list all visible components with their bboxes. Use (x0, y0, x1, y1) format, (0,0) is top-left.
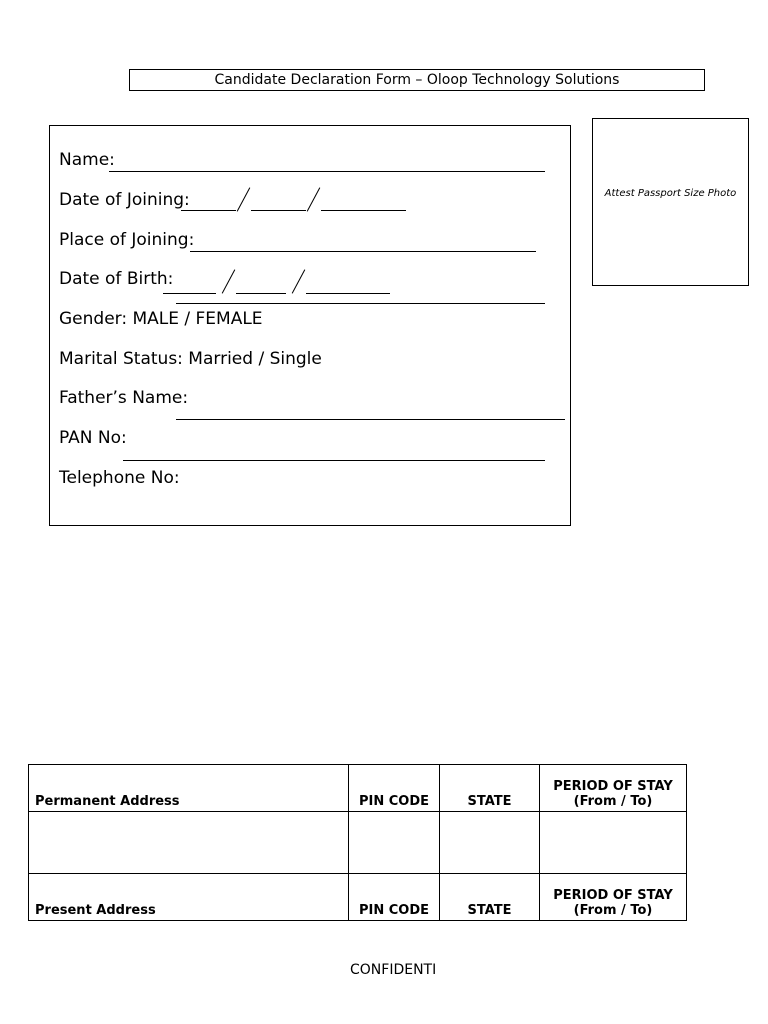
dob-day-line[interactable] (163, 293, 216, 294)
permanent-period-of-stay-header: PERIOD OF STAY (From / To) (540, 765, 687, 812)
address-table (28, 764, 687, 921)
fathers-name-input-line[interactable] (176, 419, 565, 420)
gender-label: Gender: MALE / FEMALE (59, 309, 263, 329)
dob-year-line[interactable] (306, 293, 390, 294)
date-of-joining-label: Date of Joining: (59, 190, 190, 210)
permanent-pin-code-header: PIN CODE (349, 765, 440, 812)
present-address-header: Present Address (29, 874, 349, 921)
permanent-address-header: Permanent Address (29, 765, 349, 812)
extra-underline-line (176, 303, 545, 304)
permanent-address-cell[interactable] (29, 812, 349, 874)
date-of-birth-label: Date of Birth: (59, 269, 174, 289)
pan-no-input-line[interactable] (123, 460, 545, 461)
passport-photo-label: Attest Passport Size Photo (604, 188, 737, 199)
doj-month-line[interactable] (251, 210, 306, 211)
fathers-name-label: Father’s Name: (59, 388, 189, 408)
present-state-header: STATE (440, 874, 540, 921)
present-address-header-row (29, 874, 687, 921)
passport-photo-box (592, 118, 749, 286)
permanent-pin-code-cell[interactable] (349, 812, 440, 874)
permanent-address-entry-row (29, 812, 687, 874)
permanent-address-header-row (29, 765, 687, 812)
doj-day-line[interactable] (181, 210, 236, 211)
pan-no-label: PAN No: (59, 428, 127, 448)
place-of-joining-label: Place of Joining: (59, 230, 195, 250)
permanent-state-cell[interactable] (440, 812, 540, 874)
place-of-joining-input-line[interactable] (190, 251, 536, 252)
present-pin-code-header: PIN CODE (349, 874, 440, 921)
doj-year-line[interactable] (321, 210, 406, 211)
confidential-footer: CONFIDENTI (350, 962, 437, 978)
name-input-line[interactable] (109, 171, 545, 172)
form-title: Candidate Declaration Form – Oloop Technology Solutions (129, 69, 705, 91)
name-label: Name: (59, 150, 115, 170)
dob-month-line[interactable] (236, 293, 286, 294)
present-period-of-stay-header: PERIOD OF STAY (From / To) (540, 874, 687, 921)
permanent-period-cell[interactable] (540, 812, 687, 874)
marital-status-label: Marital Status: Married / Single (59, 349, 322, 369)
telephone-no-label: Telephone No: (59, 468, 180, 488)
permanent-state-header: STATE (440, 765, 540, 812)
